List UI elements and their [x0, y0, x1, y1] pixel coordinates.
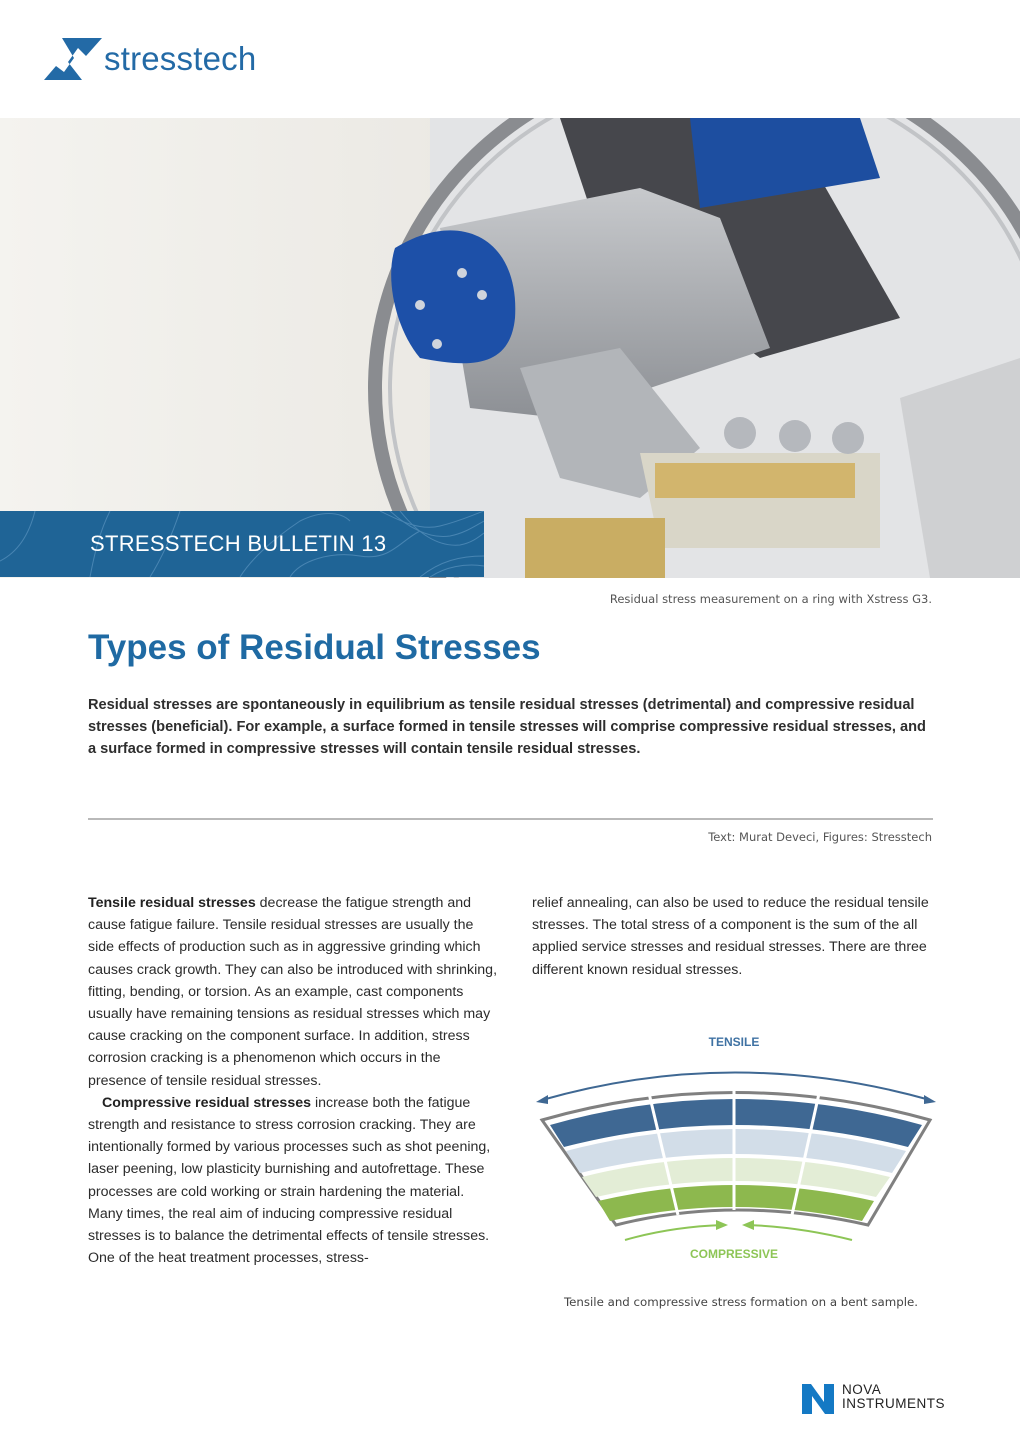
- body-column-left: [88, 892, 498, 1269]
- brand-name: stresstech: [104, 40, 257, 77]
- figure-caption: Tensile and compressive stress formation on a bent sample.: [563, 1295, 919, 1309]
- xstress-device-image: [0, 118, 1020, 578]
- stresstech-logo-icon: [42, 34, 102, 84]
- partner-name-line1: NOVA: [842, 1382, 882, 1397]
- tensile-label: TENSILE: [708, 1035, 760, 1049]
- bulletin-banner: [0, 511, 484, 577]
- partner-name-line2: INSTRUMENTS: [842, 1396, 945, 1411]
- hero-photo: [0, 118, 1020, 578]
- bulletin-title: STRESSTECH BULLETIN 13: [90, 531, 387, 556]
- stress-diagram: [530, 1025, 950, 1265]
- compressive-paragraph: [88, 1092, 498, 1270]
- page-title: Types of Residual Stresses: [88, 628, 541, 667]
- bent-sample-diagram: [530, 1025, 950, 1265]
- nova-instruments-logo: [802, 1382, 1002, 1422]
- author-credit: Text: Murat Deveci, Figures: Stresstech: [708, 830, 932, 844]
- divider: [88, 818, 933, 820]
- nova-n-icon: [802, 1384, 836, 1414]
- compressive-text: increase both the fatigue strength and resistance to stress corrosion cracking. They are intentionally formed by various processes such as shot peening, laser peening, low plasticity burnishing and autofrettage. These processes are cold working or strain hardening the material. Many times, the real aim of inducing compressive residual stresses is to balance the detrimental effects of tensile stresses. One of the heat treatment processes, stress-: [88, 1094, 491, 1267]
- tensile-text: decrease the fatigue strength and cause fatigue failure. Tensile residual stresses are usually the side effects of production such as in aggressive grinding which causes crack growth. They can also be introduced with shrinking, fitting, bending, or torsion. As an example, cast components usually have remaining tensions as residual stresses which may cause cracking on the component surface. In addition, stress corrosion cracking is a phenomenon which occurs in the presence of tensile residual stresses.: [88, 895, 498, 1089]
- tensile-term: Tensile residual stresses: [88, 895, 256, 911]
- body-column-right: [532, 892, 942, 981]
- photo-caption: Residual stress measurement on a ring with Xstress G3.: [609, 592, 932, 606]
- stresstech-logo: [42, 34, 292, 84]
- compressive-label: COMPRESSIVE: [689, 1247, 779, 1261]
- partner-name: [842, 1383, 945, 1411]
- lead-paragraph: Residual stresses are spontaneously in equilibrium as tensile residual stresses (detrimental) and compressive residual stresses (beneficial). For example, a surface formed in tensile stresses will comprise compressive residual stresses, and a surface formed in compressive stresses will contain tensile residual stresses.: [88, 697, 926, 757]
- compressive-term: Compressive residual stresses: [102, 1094, 311, 1111]
- tensile-paragraph: [88, 892, 498, 1092]
- total-stress-paragraph: relief annealing, can also be used to reduce the residual tensile stresses. The total stress of a component is the sum of the all applied service stresses and residual stresses. There are three different known residual stresses.: [532, 895, 929, 978]
